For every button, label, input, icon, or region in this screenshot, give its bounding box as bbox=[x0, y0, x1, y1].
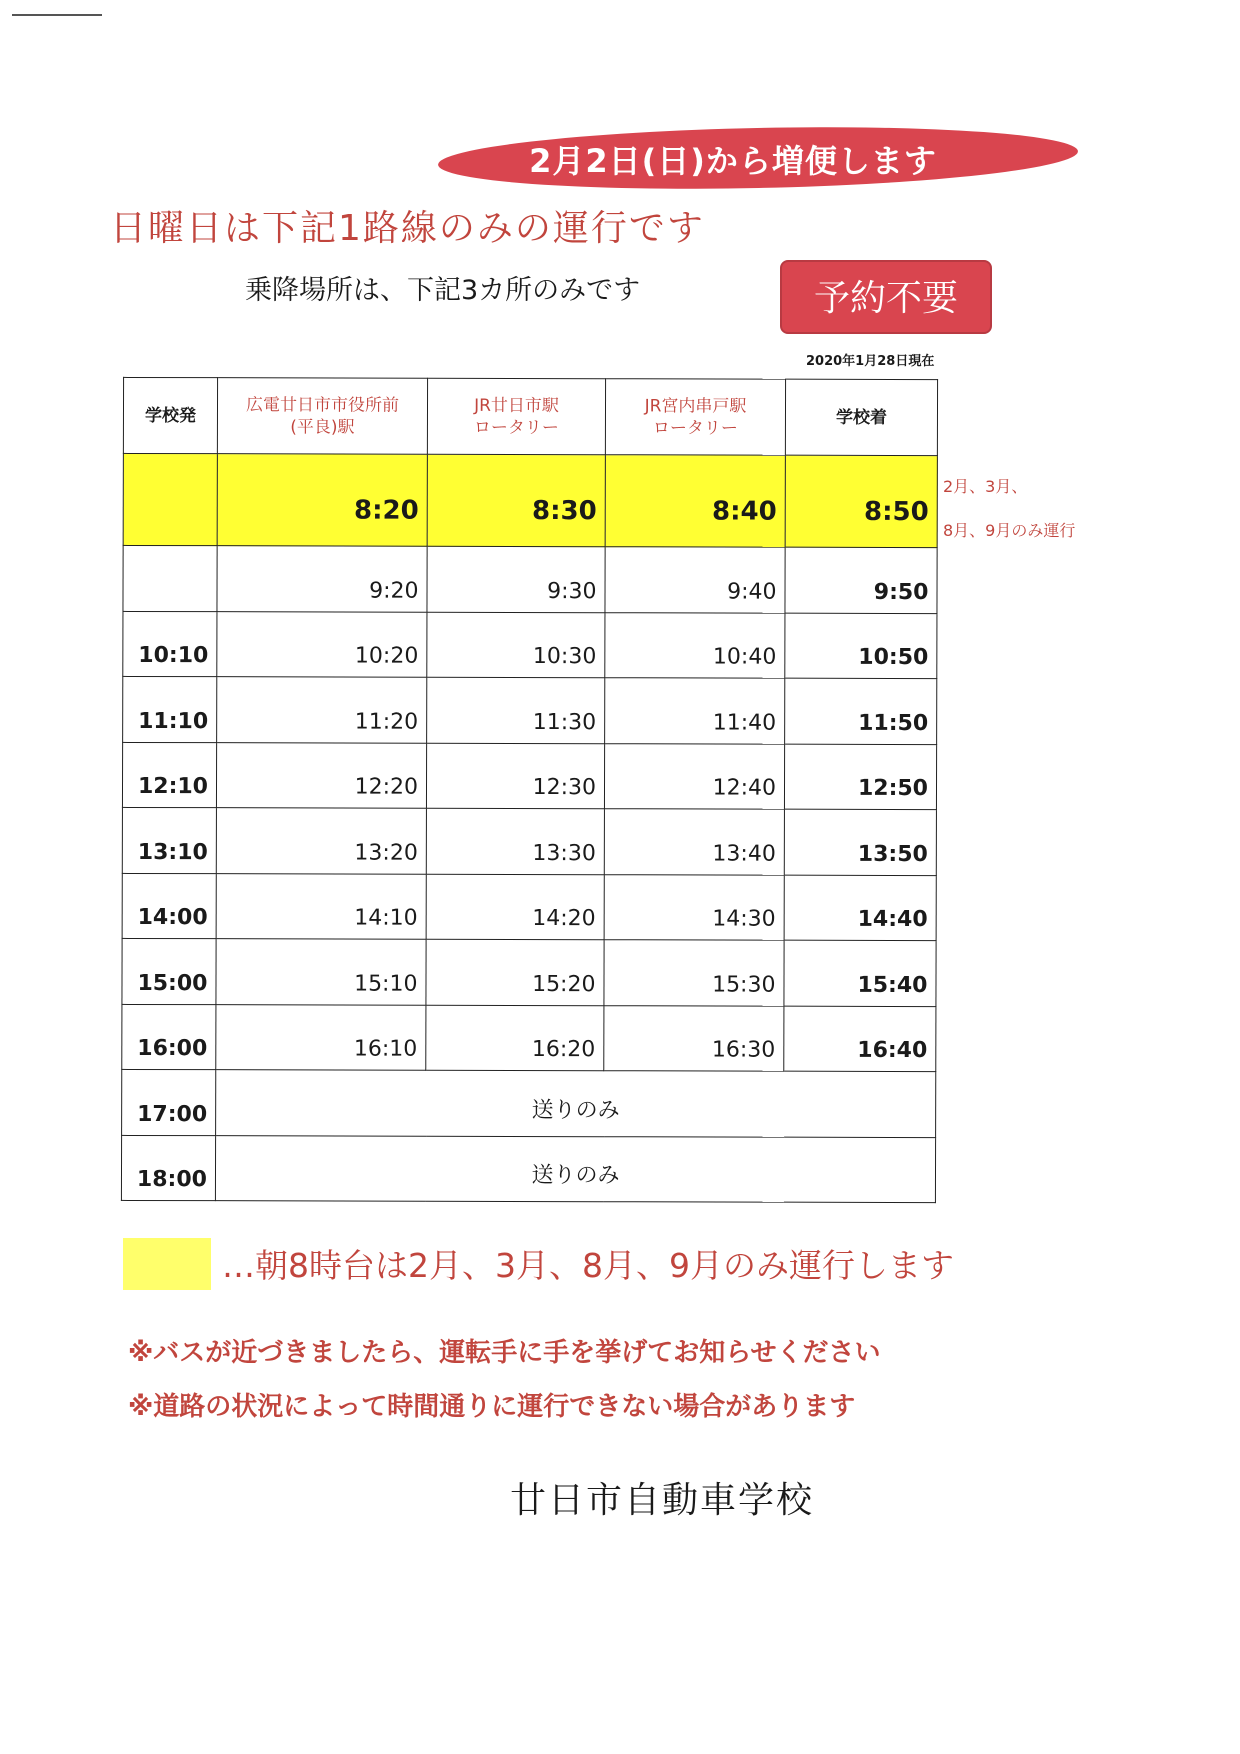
dropoff-only-label: 送りのみ bbox=[216, 1070, 936, 1137]
table-cell: 9:40 bbox=[605, 547, 785, 613]
header-hiroden-stop: 広電廿日市市役所前 (平良)駅 bbox=[217, 378, 427, 455]
legend-text: …朝8時台は2月、3月、8月、9月のみ運行します bbox=[222, 1246, 954, 1285]
table-cell: 17:00 bbox=[122, 1069, 216, 1135]
table-row bbox=[122, 1004, 936, 1072]
table-cell: 16:10 bbox=[216, 1004, 426, 1070]
notice-traffic-delay: ※道路の状況によって時間通りに運行できない場合があります bbox=[128, 1392, 856, 1422]
table-cell: 11:10 bbox=[123, 676, 217, 742]
table-cell: 8:30 bbox=[427, 454, 605, 546]
scan-artifact-line bbox=[12, 14, 102, 16]
table-cell: 12:30 bbox=[426, 743, 604, 809]
table-cell: 16:20 bbox=[426, 1005, 604, 1071]
table-cell: 18:00 bbox=[121, 1135, 215, 1201]
table-row bbox=[123, 676, 937, 744]
dropoff-only-label: 送りのみ bbox=[215, 1135, 935, 1202]
table-cell: 14:20 bbox=[426, 874, 604, 940]
table-cell: 14:10 bbox=[216, 873, 426, 939]
table-cell: 10:40 bbox=[605, 612, 785, 678]
table-cell: 12:50 bbox=[784, 744, 936, 810]
page-heading: 日曜日は下記1路線のみの運行です bbox=[110, 208, 705, 249]
table-cell: 10:50 bbox=[785, 613, 937, 679]
header-school-arrive: 学校着 bbox=[785, 379, 937, 455]
table-row-highlight bbox=[123, 453, 937, 547]
school-name: 廿日市自動車学校 bbox=[510, 1480, 815, 1521]
header-school-depart: 学校発 bbox=[123, 377, 217, 453]
table-cell: 12:20 bbox=[216, 742, 426, 808]
announcement-banner-text: 2月2日(日)から増便します bbox=[529, 142, 937, 180]
no-reservation-badge: 予約不要 bbox=[780, 260, 992, 334]
header-jr-miyauchi: JR宮内串戸駅 ロータリー bbox=[605, 379, 785, 455]
table-cell: 12:10 bbox=[122, 742, 216, 808]
table-cell: 11:50 bbox=[785, 678, 937, 744]
table-cell: 9:20 bbox=[217, 546, 427, 612]
table-cell: 14:00 bbox=[122, 873, 216, 939]
notice-signal-driver: ※バスが近づきましたら、運転手に手を挙げてお知らせください bbox=[128, 1338, 881, 1368]
bus-timetable bbox=[121, 377, 938, 1203]
table-cell: 11:30 bbox=[427, 677, 605, 743]
seasonal-side-note bbox=[943, 465, 1075, 553]
table-cell: 16:30 bbox=[604, 1005, 784, 1071]
table-cell: 8:20 bbox=[217, 454, 427, 547]
table-row-dropoff bbox=[121, 1135, 935, 1203]
table-cell: 13:10 bbox=[122, 807, 216, 873]
table-cell: 10:10 bbox=[123, 611, 217, 677]
table-cell: 8:40 bbox=[605, 455, 785, 547]
table-cell: 10:30 bbox=[427, 612, 605, 678]
table-row bbox=[123, 611, 937, 679]
table-cell bbox=[123, 453, 217, 545]
table-cell: 15:40 bbox=[784, 940, 936, 1006]
table-cell: 11:20 bbox=[217, 677, 427, 743]
table-cell: 14:30 bbox=[604, 874, 784, 940]
table-cell: 13:30 bbox=[426, 808, 604, 874]
table-cell: 12:40 bbox=[604, 743, 784, 809]
table-cell: 15:30 bbox=[604, 940, 784, 1006]
side-note-line: 8月、9月のみ運行 bbox=[943, 521, 1076, 540]
table-cell: 14:40 bbox=[784, 875, 936, 941]
legend-swatch bbox=[123, 1238, 211, 1290]
header-jr-hatsukaichi: JR廿日市駅 ロータリー bbox=[427, 378, 605, 454]
table-row bbox=[123, 545, 937, 613]
table-cell: 13:20 bbox=[216, 808, 426, 874]
as-of-date: 2020年1月28日現在 bbox=[806, 354, 935, 369]
table-cell: 9:50 bbox=[785, 547, 937, 613]
table-cell: 11:40 bbox=[605, 678, 785, 744]
stops-note: 乗降場所は、下記3カ所のみです bbox=[245, 275, 641, 306]
table-row-dropoff bbox=[122, 1069, 936, 1137]
table-cell: 13:40 bbox=[604, 809, 784, 875]
table-cell bbox=[123, 545, 217, 611]
timetable-header-row bbox=[123, 377, 937, 455]
table-cell: 8:50 bbox=[785, 455, 937, 547]
table-row bbox=[122, 873, 936, 941]
table-cell: 15:20 bbox=[426, 939, 604, 1005]
table-cell: 10:20 bbox=[217, 611, 427, 677]
table-cell: 15:00 bbox=[122, 938, 216, 1004]
table-cell: 15:10 bbox=[216, 939, 426, 1005]
table-row bbox=[122, 807, 936, 875]
side-note-line: 2月、3月、 bbox=[943, 477, 1028, 496]
table-row bbox=[122, 938, 936, 1006]
table-cell: 9:30 bbox=[427, 546, 605, 612]
table-row bbox=[122, 742, 936, 810]
table-cell: 16:00 bbox=[122, 1004, 216, 1070]
table-cell: 13:50 bbox=[784, 809, 936, 875]
table-cell: 16:40 bbox=[784, 1006, 936, 1072]
